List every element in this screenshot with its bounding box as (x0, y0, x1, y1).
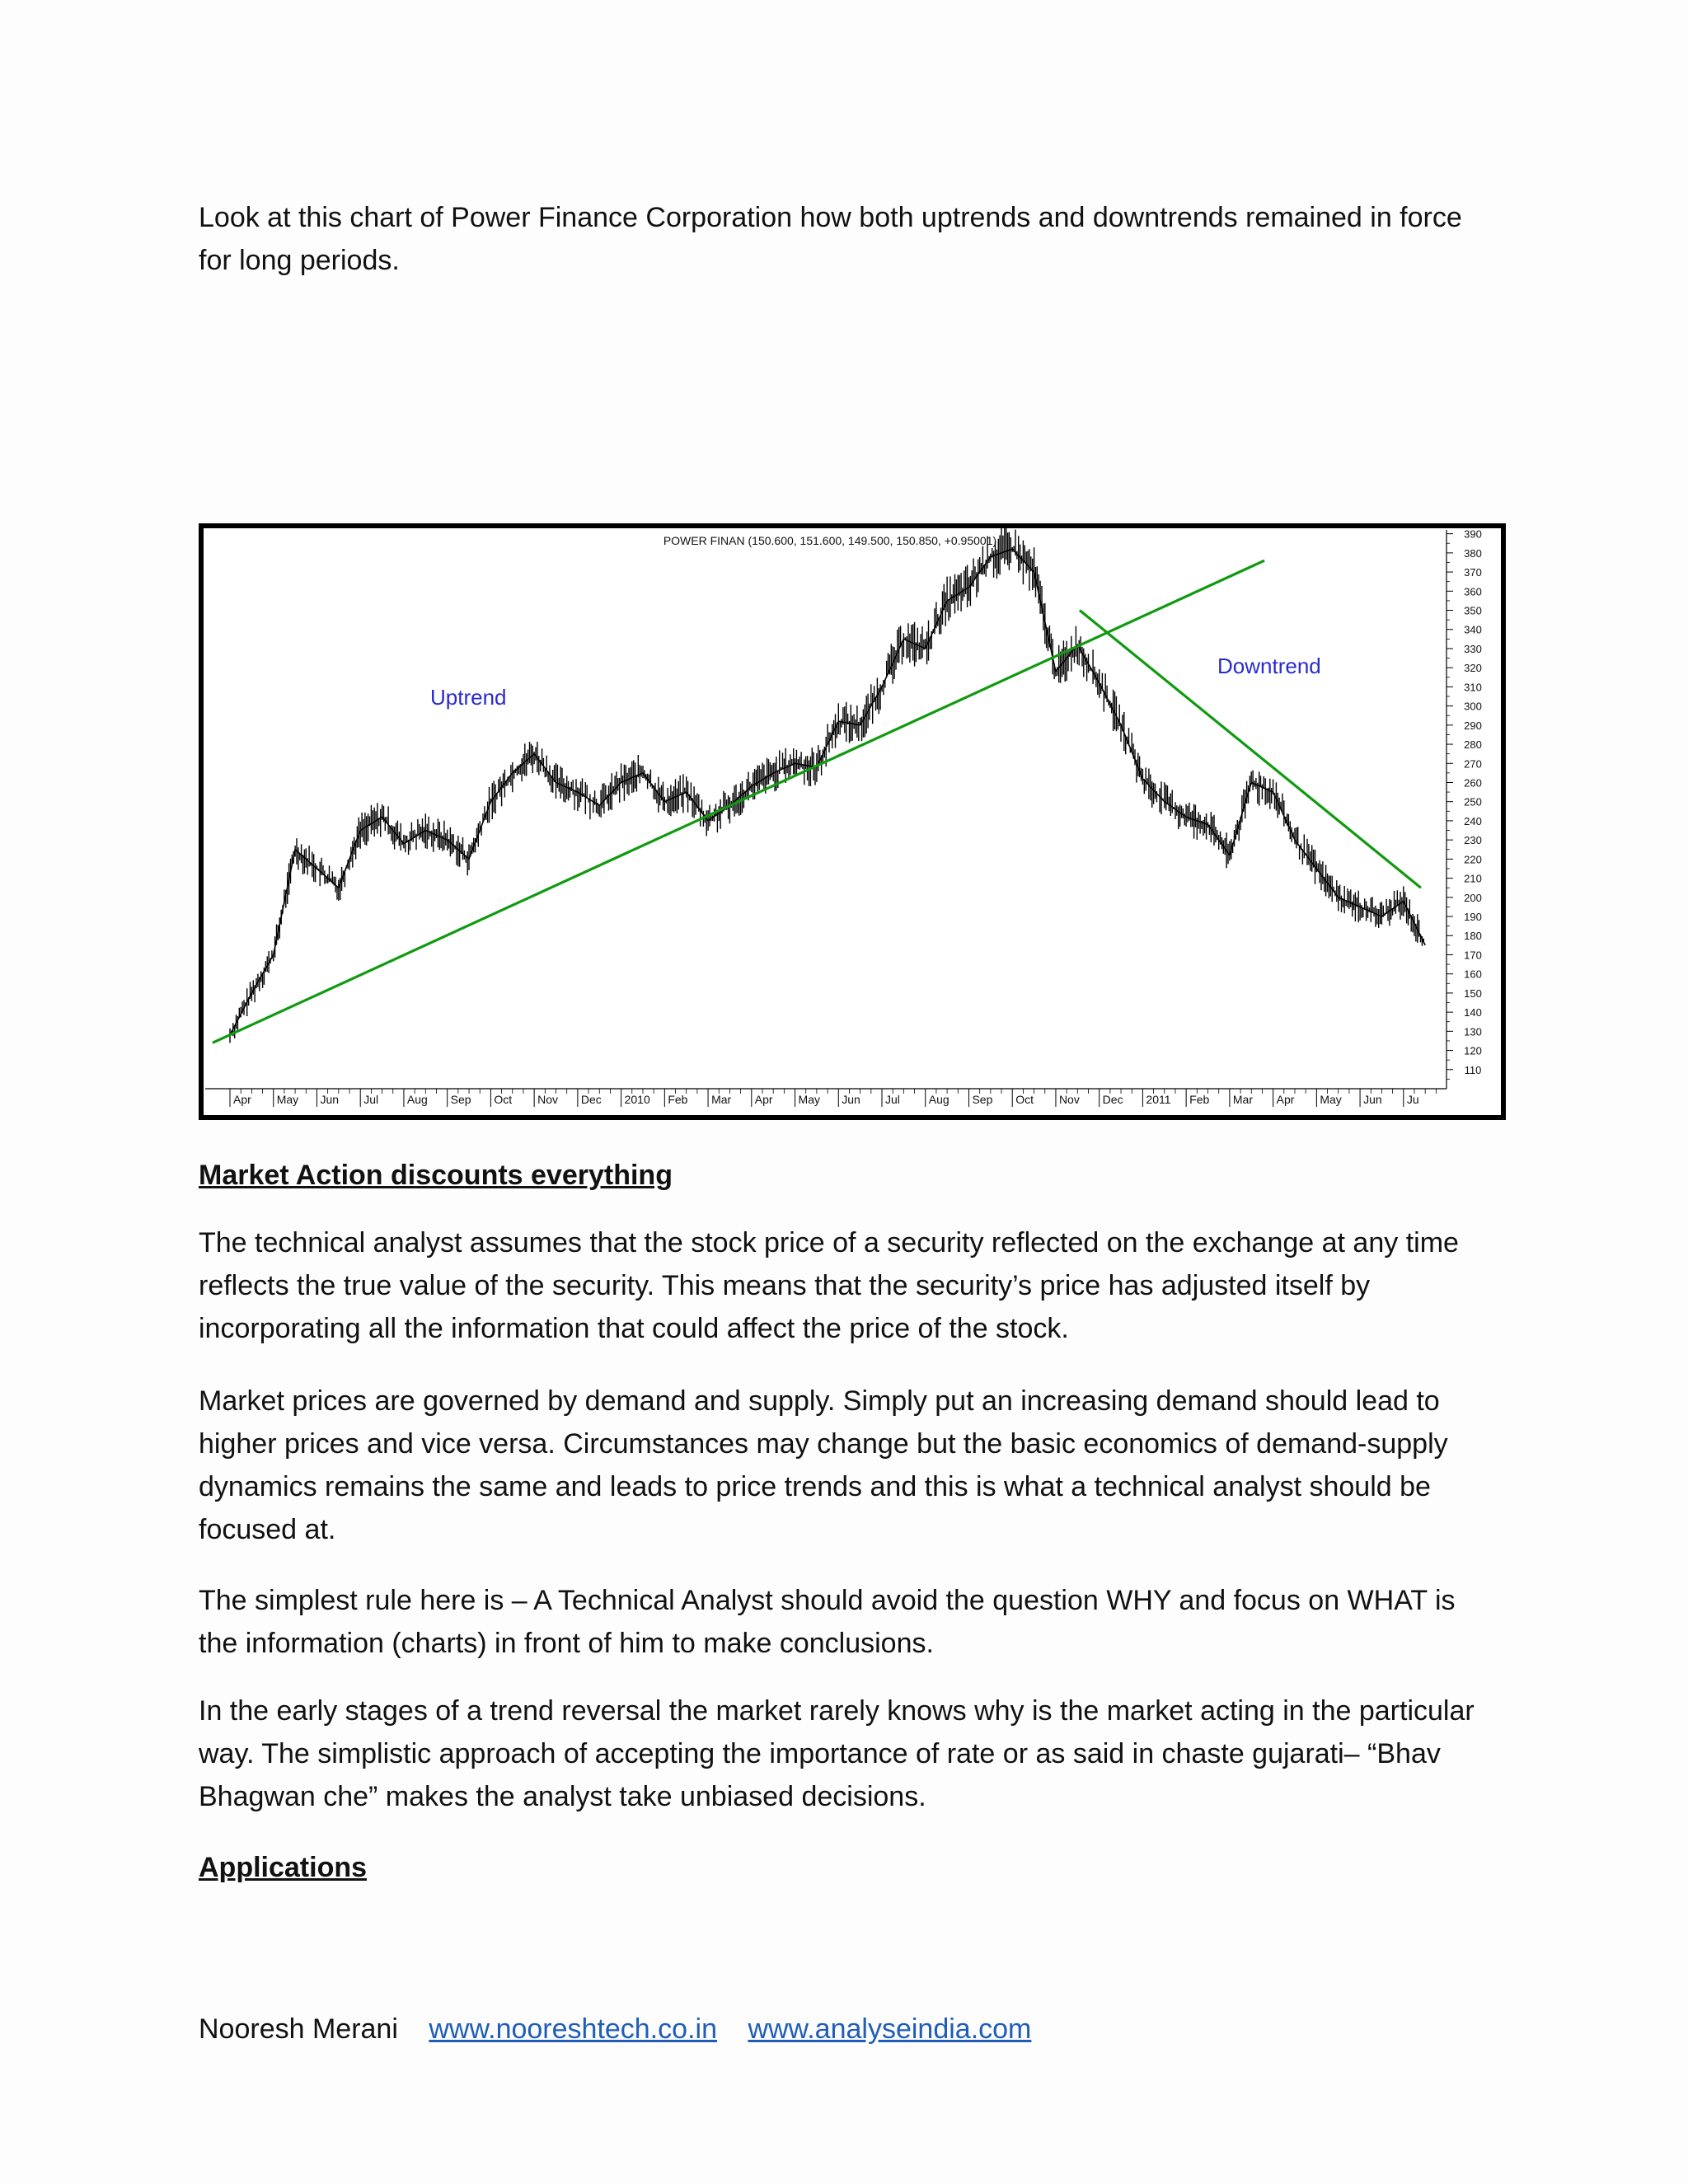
x-tick-label: Feb (668, 1093, 688, 1106)
x-tick-label: Mar (1232, 1093, 1254, 1106)
footer-link-nooreshtech[interactable]: www.nooreshtech.co.in (429, 2013, 717, 2045)
y-tick-label: 260 (1464, 776, 1482, 790)
x-tick-label: May (798, 1093, 820, 1106)
y-tick-label: 160 (1464, 968, 1482, 981)
x-tick-label: Mar (711, 1093, 732, 1106)
y-tick-label: 330 (1464, 642, 1482, 655)
x-tick-label: Jun (1363, 1093, 1382, 1106)
y-tick-label: 220 (1464, 853, 1482, 866)
downtrend-label: Downtrend (1217, 654, 1321, 678)
uptrend-label: Uptrend (430, 685, 507, 710)
x-tick-label: Aug (928, 1093, 950, 1106)
y-tick-label: 120 (1464, 1044, 1482, 1057)
paragraph-2: Market prices are governed by demand and supply. Simply put an increasing demand should lead to higher prices and vice versa. Circumstances may change but the basic economics of demand-supply dynamics remains the same and leads to price trends and this is what a technical analyst should be focused at. (199, 1385, 1448, 1545)
y-tick-label: 140 (1464, 1006, 1482, 1019)
y-tick-label: 150 (1464, 987, 1482, 1000)
x-tick-label: Nov (537, 1093, 559, 1106)
x-tick-label: Sep (450, 1093, 471, 1106)
paragraph-4: In the early stages of a trend reversal the market rarely knows why is the market acting in the particular way. The simplistic approach of accepting the importance of rate or as said in chaste gujarati– “Bhav Bhagwan che” makes the analyst take unbiased decisions. (199, 1695, 1475, 1812)
y-tick-label: 360 (1464, 585, 1482, 598)
heading-market-action: Market Action discounts everything (199, 1160, 673, 1191)
intro-paragraph: Look at this chart of Power Finance Corporation how both uptrends and downtrends remained in force for long periods. (199, 202, 1462, 276)
x-tick-label: Aug (406, 1093, 428, 1106)
footer-link-analyseindia[interactable]: www.analyseindia.com (748, 2013, 1032, 2045)
x-tick-label: Oct (1015, 1093, 1034, 1106)
x-tick-label: Oct (494, 1093, 513, 1106)
y-tick-label: 320 (1464, 662, 1482, 675)
y-tick-label: 170 (1464, 949, 1482, 962)
y-tick-label: 110 (1464, 1063, 1482, 1076)
y-tick-label: 390 (1464, 528, 1482, 541)
chart-title: POWER FINAN (150.600, 151.600, 149.500, 150.850, +0.95001) (663, 534, 997, 547)
x-tick-label: Sep (972, 1093, 993, 1106)
footer (199, 2008, 1031, 2050)
y-tick-label: 270 (1464, 757, 1482, 771)
y-tick-label: 200 (1464, 891, 1482, 904)
x-tick-label: Jul (363, 1093, 379, 1106)
y-tick-label: 310 (1464, 681, 1482, 694)
y-tick-label: 300 (1464, 700, 1482, 713)
x-tick-label: Jul (885, 1093, 900, 1106)
x-tick-label: Dec (580, 1093, 602, 1106)
price-series-line (230, 549, 1425, 1035)
x-tick-label: May (1320, 1093, 1342, 1106)
x-tick-label: May (276, 1093, 299, 1106)
y-tick-label: 190 (1464, 911, 1482, 924)
x-tick-label: 2011 (1146, 1093, 1171, 1106)
x-tick-label: Feb (1189, 1093, 1210, 1106)
paragraph-3: The simplest rule here is – A Technical Analyst should avoid the question WHY and focus on WHAT is the information (charts) in front of him to make conclusions. (199, 1585, 1456, 1659)
y-tick-label: 230 (1464, 834, 1482, 847)
x-tick-label: Ju (1406, 1093, 1419, 1106)
y-tick-label: 210 (1464, 872, 1482, 885)
y-tick-label: 250 (1464, 795, 1482, 808)
y-tick-label: 380 (1464, 546, 1482, 560)
x-tick-label: Dec (1102, 1093, 1123, 1106)
chart-canvas (204, 528, 1501, 1115)
price-series-bars (230, 528, 1423, 1043)
x-tick-label: Apr (233, 1093, 251, 1106)
y-tick-label: 280 (1464, 738, 1482, 752)
y-tick-label: 290 (1464, 719, 1482, 732)
y-tick-label: 130 (1464, 1025, 1482, 1038)
y-tick-label: 240 (1464, 814, 1482, 827)
y-tick-label: 370 (1464, 566, 1482, 579)
x-tick-label: Jun (320, 1093, 340, 1106)
stock-chart (199, 523, 1506, 1120)
x-tick-label: Apr (754, 1093, 773, 1106)
heading-applications: Applications (199, 1852, 368, 1883)
paragraph-1: The technical analyst assumes that the stock price of a security reflected on the exchange at any time reflects the true value of the security. This means that the security’s price has adjusted itself by incorporating all the information that could affect the price of the stock. (199, 1227, 1459, 1344)
y-tick-label: 180 (1464, 930, 1482, 943)
y-tick-label: 350 (1464, 604, 1482, 617)
footer-author: Nooresh Merani (199, 2013, 398, 2045)
x-tick-label: Jun (842, 1093, 860, 1106)
x-tick-label: 2010 (624, 1093, 650, 1106)
y-tick-label: 340 (1464, 623, 1482, 636)
x-tick-label: Apr (1276, 1093, 1295, 1106)
x-tick-label: Nov (1058, 1093, 1080, 1106)
